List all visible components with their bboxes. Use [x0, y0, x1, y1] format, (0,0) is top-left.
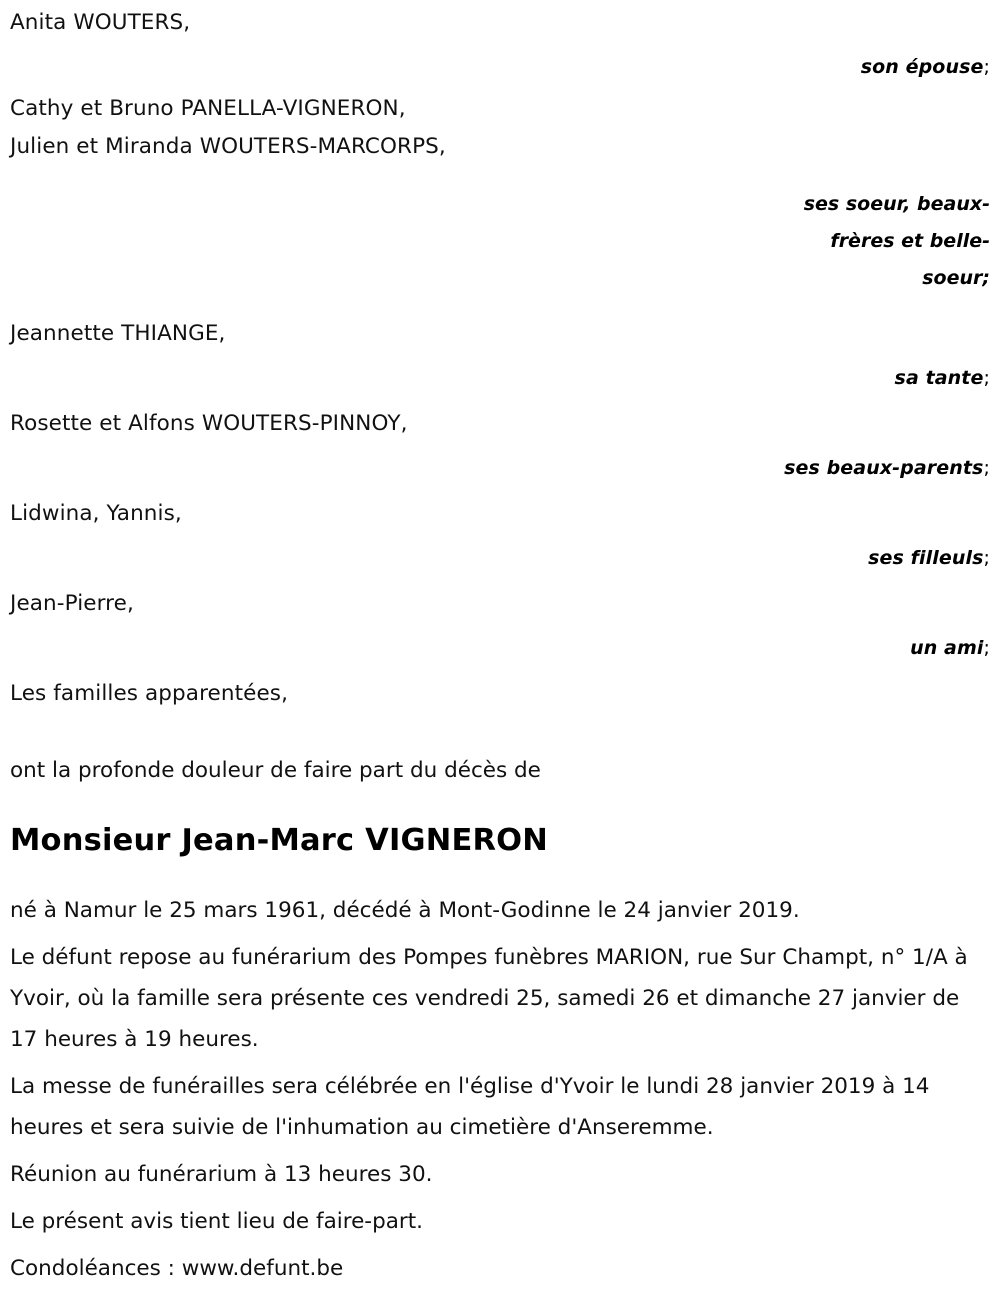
relation-semicolon: ; — [983, 547, 990, 569]
birth-death-line: né à Namur le 25 mars 1961, décédé à Mont-Godinne le 24 janvier 2019. — [10, 898, 800, 923]
announcement-intro: ont la profonde douleur de faire part du décès de — [10, 758, 541, 783]
relation-text-line: ses soeur, beaux- — [803, 193, 990, 215]
announcer-name: Cathy et Bruno PANELLA-VIGNERON, — [10, 96, 406, 121]
relation-semicolon: ; — [983, 457, 990, 479]
family-entry-parents-in-law — [10, 401, 990, 491]
relation-semicolon: ; — [983, 56, 990, 78]
announcer-name: Jeannette THIANGE, — [10, 321, 226, 346]
notice-line: Le présent avis tient lieu de faire-part. — [10, 1209, 423, 1234]
announcer-name: Anita WOUTERS, — [10, 10, 191, 35]
relation-label-aunt — [10, 356, 990, 401]
relation-label-friend — [10, 626, 990, 671]
relation-label-siblings — [730, 186, 990, 297]
family-entry-related-families — [10, 671, 990, 716]
spacer — [10, 297, 990, 311]
deceased-name-heading: Monsieur Jean-Marc VIGNERON — [10, 823, 549, 858]
relation-label-spouse — [10, 45, 990, 90]
family-entry-siblings — [10, 90, 990, 297]
spacer — [0, 792, 1000, 818]
funeral-details-block — [0, 890, 1000, 1289]
relation-text: son épouse — [860, 56, 984, 78]
announcer-name: Julien et Miranda WOUTERS-MARCORPS, — [10, 134, 446, 159]
relation-text: ses beaux-parents — [784, 457, 984, 479]
relation-text: sa tante — [894, 367, 984, 389]
condolences-line: Condoléances : www.defunt.be — [10, 1256, 344, 1281]
relation-text-line-last — [730, 260, 990, 297]
spacer — [0, 716, 1000, 750]
relation-label-parents-in-law — [10, 446, 990, 491]
funerarium-paragraph: Le défunt repose au funérarium des Pompes funèbres MARION, rue Sur Champt, n° 1/A à Yvoir, où la famille sera présente ces vendredi 25, samedi 26 et dimanche 27 janvier de 17 heures à 19 heures. — [10, 945, 968, 1052]
relation-text: un ami — [910, 637, 984, 659]
family-entry-friend — [10, 581, 990, 671]
announcer-name: Jean-Pierre, — [10, 591, 134, 616]
spacer — [10, 166, 990, 186]
relation-text-line: frères et belle- — [830, 230, 990, 252]
family-entry-godchildren — [10, 491, 990, 581]
family-entry-spouse — [10, 0, 990, 90]
relation-semicolon: ; — [983, 637, 990, 659]
announcer-name: Rosette et Alfons WOUTERS-PINNOY, — [10, 411, 408, 436]
relation-semicolon: ; — [982, 267, 990, 289]
relation-semicolon: ; — [983, 367, 990, 389]
relation-label-godchildren — [10, 536, 990, 581]
announcer-name: Les familles apparentées, — [10, 681, 289, 706]
relation-text: ses filleuls — [868, 547, 984, 569]
spacer — [0, 864, 1000, 890]
relation-text: soeur — [922, 267, 983, 289]
announcer-name: Lidwina, Yannis, — [10, 501, 182, 526]
family-entry-aunt — [10, 311, 990, 401]
mass-paragraph: La messe de funérailles sera célébrée en l'église d'Yvoir le lundi 28 janvier 2019 à 14 heures et sera suivie de l'inhumation au cimetière d'Anseremme. — [10, 1074, 930, 1140]
reunion-line: Réunion au funérarium à 13 heures 30. — [10, 1162, 433, 1187]
